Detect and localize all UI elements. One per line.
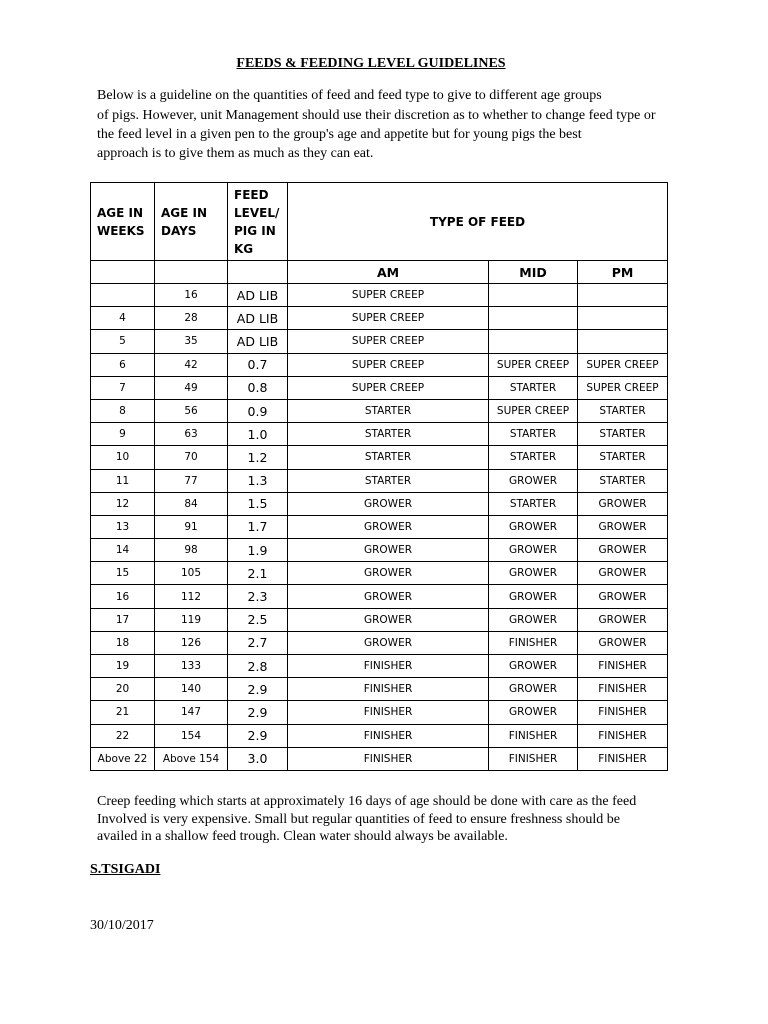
subheader-empty-weeks xyxy=(91,261,155,284)
subheader-empty-days xyxy=(155,261,228,284)
subheader-am: AM xyxy=(288,261,489,284)
cell-age-weeks: 8 xyxy=(91,399,155,422)
cell-feed-am: GROWER xyxy=(288,539,489,562)
table-row xyxy=(91,631,668,654)
cell-feed-level: 2.9 xyxy=(228,724,288,747)
cell-feed-mid xyxy=(489,307,578,330)
cell-feed-pm: FINISHER xyxy=(578,747,668,770)
cell-feed-pm: GROWER xyxy=(578,492,668,515)
table-row xyxy=(91,330,668,353)
cell-feed-pm: GROWER xyxy=(578,562,668,585)
document-title: FEEDS & FEEDING LEVEL GUIDELINES xyxy=(236,56,506,71)
cell-feed-level: 1.9 xyxy=(228,539,288,562)
cell-age-days: 28 xyxy=(155,307,228,330)
cell-age-weeks: 10 xyxy=(91,446,155,469)
cell-age-days: 35 xyxy=(155,330,228,353)
cell-age-days: 56 xyxy=(155,399,228,422)
cell-feed-mid: GROWER xyxy=(489,469,578,492)
intro-line-4: approach is to give them as much as they can eat. xyxy=(97,146,374,161)
table-row xyxy=(91,747,668,770)
cell-feed-mid: GROWER xyxy=(489,562,578,585)
cell-feed-level: 1.2 xyxy=(228,446,288,469)
cell-feed-mid: FINISHER xyxy=(489,631,578,654)
cell-age-weeks: 13 xyxy=(91,515,155,538)
cell-feed-level: AD LIB xyxy=(228,284,288,307)
table-row xyxy=(91,724,668,747)
cell-feed-level: 2.7 xyxy=(228,631,288,654)
cell-feed-am: FINISHER xyxy=(288,747,489,770)
cell-age-days: 140 xyxy=(155,678,228,701)
header-age-weeks: AGE IN WEEKS xyxy=(91,183,155,261)
cell-age-weeks: 22 xyxy=(91,724,155,747)
cell-feed-mid: GROWER xyxy=(489,585,578,608)
cell-age-days: 70 xyxy=(155,446,228,469)
table-row xyxy=(91,307,668,330)
cell-feed-mid: STARTER xyxy=(489,376,578,399)
cell-feed-mid: GROWER xyxy=(489,515,578,538)
table-row xyxy=(91,701,668,724)
cell-age-weeks: 6 xyxy=(91,353,155,376)
cell-feed-mid: GROWER xyxy=(489,678,578,701)
cell-feed-am: STARTER xyxy=(288,446,489,469)
cell-age-weeks: 7 xyxy=(91,376,155,399)
cell-feed-am: FINISHER xyxy=(288,678,489,701)
table-row xyxy=(91,515,668,538)
subheader-mid: MID xyxy=(489,261,578,284)
cell-feed-am: SUPER CREEP xyxy=(288,307,489,330)
cell-age-weeks: 19 xyxy=(91,655,155,678)
cell-age-weeks: 16 xyxy=(91,585,155,608)
cell-feed-level: 3.0 xyxy=(228,747,288,770)
cell-feed-level: 1.7 xyxy=(228,515,288,538)
cell-feed-mid: FINISHER xyxy=(489,724,578,747)
cell-feed-level: 2.9 xyxy=(228,678,288,701)
table-row xyxy=(91,376,668,399)
cell-feed-pm xyxy=(578,284,668,307)
table-row xyxy=(91,539,668,562)
cell-feed-level: 0.7 xyxy=(228,353,288,376)
cell-feed-am: FINISHER xyxy=(288,724,489,747)
cell-feed-pm xyxy=(578,330,668,353)
header-feed-level: FEED LEVEL/ PIG IN KG xyxy=(228,183,288,261)
table-row xyxy=(91,492,668,515)
cell-feed-level: 1.0 xyxy=(228,423,288,446)
cell-feed-am: FINISHER xyxy=(288,701,489,724)
signature-name: S.TSIGADI xyxy=(90,862,161,877)
footer-line-3: availed in a shallow feed trough. Clean water should always be available. xyxy=(97,829,508,844)
cell-age-days: Above 154 xyxy=(155,747,228,770)
cell-feed-level: 1.5 xyxy=(228,492,288,515)
cell-feed-am: GROWER xyxy=(288,631,489,654)
table-row xyxy=(91,678,668,701)
cell-age-weeks: 4 xyxy=(91,307,155,330)
cell-age-days: 63 xyxy=(155,423,228,446)
subheader-empty-level xyxy=(228,261,288,284)
cell-feed-mid: FINISHER xyxy=(489,747,578,770)
cell-feed-mid: GROWER xyxy=(489,655,578,678)
cell-age-weeks: 20 xyxy=(91,678,155,701)
table-row xyxy=(91,562,668,585)
cell-feed-pm: FINISHER xyxy=(578,724,668,747)
cell-age-weeks: 21 xyxy=(91,701,155,724)
cell-feed-level: AD LIB xyxy=(228,330,288,353)
table-row xyxy=(91,446,668,469)
subheader-row xyxy=(91,261,668,284)
table-row xyxy=(91,655,668,678)
cell-feed-pm: SUPER CREEP xyxy=(578,353,668,376)
intro-line-1: Below is a guideline on the quantities of feed and feed type to give to different age groups xyxy=(97,88,602,103)
table-row xyxy=(91,608,668,631)
table-row xyxy=(91,353,668,376)
cell-feed-mid: GROWER xyxy=(489,608,578,631)
cell-age-days: 147 xyxy=(155,701,228,724)
cell-feed-pm: FINISHER xyxy=(578,678,668,701)
cell-feed-am: SUPER CREEP xyxy=(288,284,489,307)
cell-feed-pm: GROWER xyxy=(578,608,668,631)
cell-feed-level: 2.8 xyxy=(228,655,288,678)
cell-age-days: 84 xyxy=(155,492,228,515)
cell-feed-am: GROWER xyxy=(288,562,489,585)
cell-age-weeks: 5 xyxy=(91,330,155,353)
intro-line-2: of pigs. However, unit Management should use their discretion as to whether to change feed type or xyxy=(97,108,656,123)
cell-age-days: 77 xyxy=(155,469,228,492)
cell-feed-mid: GROWER xyxy=(489,539,578,562)
cell-age-weeks: 12 xyxy=(91,492,155,515)
cell-feed-mid: SUPER CREEP xyxy=(489,353,578,376)
cell-feed-mid: GROWER xyxy=(489,701,578,724)
table-row xyxy=(91,469,668,492)
cell-feed-am: SUPER CREEP xyxy=(288,376,489,399)
cell-age-days: 133 xyxy=(155,655,228,678)
cell-feed-pm: GROWER xyxy=(578,631,668,654)
cell-feed-am: GROWER xyxy=(288,492,489,515)
cell-feed-mid xyxy=(489,330,578,353)
cell-age-weeks: 11 xyxy=(91,469,155,492)
table-row xyxy=(91,284,668,307)
cell-feed-am: SUPER CREEP xyxy=(288,353,489,376)
cell-feed-mid: STARTER xyxy=(489,492,578,515)
cell-feed-am: FINISHER xyxy=(288,655,489,678)
cell-feed-pm xyxy=(578,307,668,330)
cell-feed-pm: GROWER xyxy=(578,515,668,538)
footer-line-1: Creep feeding which starts at approximately 16 days of age should be done with care as the feed xyxy=(97,794,637,809)
table-row xyxy=(91,585,668,608)
cell-feed-mid: STARTER xyxy=(489,446,578,469)
cell-feed-pm: FINISHER xyxy=(578,655,668,678)
cell-feed-mid xyxy=(489,284,578,307)
cell-age-days: 16 xyxy=(155,284,228,307)
cell-age-days: 91 xyxy=(155,515,228,538)
cell-feed-mid: STARTER xyxy=(489,423,578,446)
feeding-table xyxy=(90,182,668,771)
cell-feed-pm: GROWER xyxy=(578,539,668,562)
cell-age-days: 49 xyxy=(155,376,228,399)
cell-feed-level: 1.3 xyxy=(228,469,288,492)
cell-feed-am: GROWER xyxy=(288,608,489,631)
cell-age-weeks: 15 xyxy=(91,562,155,585)
cell-age-days: 119 xyxy=(155,608,228,631)
cell-feed-am: GROWER xyxy=(288,515,489,538)
cell-age-days: 112 xyxy=(155,585,228,608)
cell-feed-mid: SUPER CREEP xyxy=(489,399,578,422)
cell-feed-pm: STARTER xyxy=(578,469,668,492)
cell-feed-pm: GROWER xyxy=(578,585,668,608)
header-type-of-feed: TYPE OF FEED xyxy=(288,183,668,261)
table-row xyxy=(91,399,668,422)
cell-feed-level: 2.5 xyxy=(228,608,288,631)
cell-feed-pm: STARTER xyxy=(578,446,668,469)
cell-age-days: 154 xyxy=(155,724,228,747)
cell-age-weeks: 9 xyxy=(91,423,155,446)
cell-age-days: 105 xyxy=(155,562,228,585)
header-row xyxy=(91,183,668,261)
cell-age-days: 126 xyxy=(155,631,228,654)
cell-feed-level: AD LIB xyxy=(228,307,288,330)
cell-feed-am: STARTER xyxy=(288,469,489,492)
cell-age-weeks: Above 22 xyxy=(91,747,155,770)
cell-age-weeks: 14 xyxy=(91,539,155,562)
cell-feed-am: STARTER xyxy=(288,423,489,446)
cell-age-days: 42 xyxy=(155,353,228,376)
cell-feed-pm: SUPER CREEP xyxy=(578,376,668,399)
cell-age-weeks xyxy=(91,284,155,307)
cell-feed-am: SUPER CREEP xyxy=(288,330,489,353)
cell-feed-pm: STARTER xyxy=(578,399,668,422)
cell-age-days: 98 xyxy=(155,539,228,562)
signature-date: 30/10/2017 xyxy=(90,918,154,933)
cell-feed-level: 2.9 xyxy=(228,701,288,724)
footer-line-2: Involved is very expensive. Small but regular quantities of feed to ensure freshness should be xyxy=(97,812,620,827)
cell-age-weeks: 18 xyxy=(91,631,155,654)
cell-age-weeks: 17 xyxy=(91,608,155,631)
cell-feed-am: STARTER xyxy=(288,399,489,422)
cell-feed-pm: STARTER xyxy=(578,423,668,446)
table-row xyxy=(91,423,668,446)
cell-feed-level: 0.8 xyxy=(228,376,288,399)
intro-line-3: the feed level in a given pen to the group's age and appetite but for young pigs the best xyxy=(97,127,582,142)
cell-feed-level: 2.3 xyxy=(228,585,288,608)
subheader-pm: PM xyxy=(578,261,668,284)
cell-feed-level: 0.9 xyxy=(228,399,288,422)
header-age-days: AGE IN DAYS xyxy=(155,183,228,261)
cell-feed-pm: FINISHER xyxy=(578,701,668,724)
cell-feed-level: 2.1 xyxy=(228,562,288,585)
cell-feed-am: GROWER xyxy=(288,585,489,608)
